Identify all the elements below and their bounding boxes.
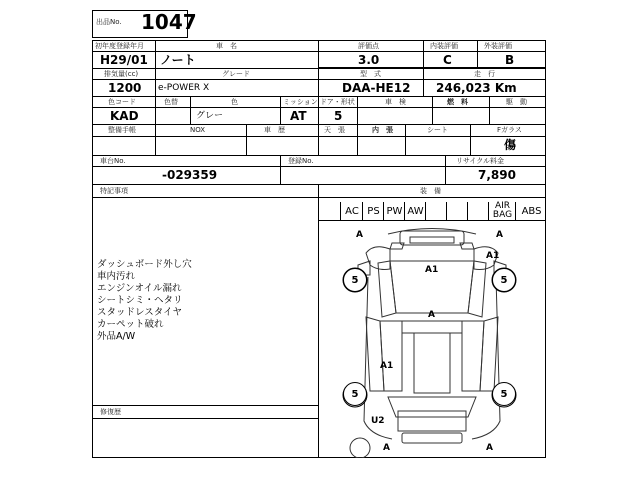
displacement-value: 1200	[108, 81, 142, 95]
mark-rear-bumper: U2	[371, 416, 385, 426]
equipment-cell-empty	[467, 202, 489, 220]
type-value: DAA-HE12	[342, 81, 411, 95]
first-reg-label: 初年度登録年月	[95, 42, 144, 50]
drive-label: 駆 動	[506, 98, 527, 106]
mark-rear-right: A	[486, 443, 493, 453]
displacement-label: 排気量(cc)	[104, 70, 139, 78]
equipment-airbag: AIR BAG	[488, 202, 516, 220]
color-code-label: 色コード	[108, 98, 136, 106]
vehicle-check-label: 車 検	[385, 98, 406, 106]
remark-item: カーペット破れ	[97, 319, 164, 330]
equipment-cell-empty	[318, 202, 339, 220]
tire-rear-right: 5	[492, 382, 516, 406]
remarks-label: 特記事項	[100, 187, 128, 195]
history-label: 車 歴	[264, 126, 285, 134]
lot-number: 1047	[141, 10, 197, 34]
glass-value: 傷	[504, 138, 517, 152]
first-reg-value: H29/01	[100, 53, 148, 67]
grade-label: グレード	[222, 70, 250, 78]
mark-front-left: A	[356, 230, 363, 240]
exterior-value: B	[505, 53, 515, 67]
equipment-pw: PW	[383, 202, 405, 220]
remark-item: 車内汚れ	[97, 271, 136, 282]
color-code-value: KAD	[110, 109, 139, 123]
interior-label: 内装評価	[430, 42, 458, 50]
equipment-aw: AW	[404, 202, 426, 220]
sunroof-label: 天 張	[324, 126, 345, 134]
glass-label: Fガラス	[497, 126, 522, 134]
mileage-label: 走 行	[474, 70, 495, 78]
equipment-ps: PS	[362, 202, 384, 220]
score-label: 評価点	[358, 42, 379, 50]
equipment-cell-empty	[446, 202, 468, 220]
mark-rear-left: A	[383, 443, 390, 453]
tire-rear-left: 5	[343, 382, 367, 406]
tire-front-left: 5	[343, 268, 367, 292]
score-value: 3.0	[358, 53, 380, 67]
mark-roof: A1	[425, 265, 439, 275]
car-diagram	[318, 221, 546, 458]
doors-value: 5	[334, 109, 343, 123]
transmission-value: AT	[290, 109, 307, 123]
interior-trim-label: 内 張	[372, 126, 393, 134]
exterior-label: 外装評価	[484, 42, 512, 50]
registration-label: 登録No.	[288, 157, 314, 165]
mark-front-right: A	[496, 230, 503, 240]
mark-hood: A	[428, 310, 435, 320]
mileage-value: 246,023 Km	[436, 81, 517, 95]
lot-label: 出品No.	[96, 18, 122, 26]
doors-label: ドア・形状	[320, 98, 355, 106]
recycle-value: 7,890	[478, 168, 516, 182]
color-label: 色	[231, 98, 238, 106]
remark-item: ダッシュボード外し穴	[97, 259, 192, 270]
fuel-label: 燃 料	[447, 98, 468, 106]
model-name-label: 車 名	[216, 42, 237, 50]
transmission-label: ミッション	[283, 98, 318, 106]
seat-label: シート	[427, 126, 448, 134]
type-label: 型 式	[360, 70, 381, 78]
tire-front-right: 5	[492, 268, 516, 292]
remark-item: エンジンオイル漏れ	[97, 283, 182, 294]
recycle-label: リサイクル料金	[456, 157, 505, 165]
chassis-value: -029359	[162, 168, 218, 182]
remark-item: 外品A/W	[97, 331, 136, 342]
mark-rear-door: A1	[380, 361, 394, 371]
equipment-abs: ABS	[515, 202, 547, 220]
remark-item: シートシミ・ヘタリ	[97, 295, 183, 306]
remark-item: スタッドレスタイヤ	[97, 307, 183, 318]
chassis-label: 車台No.	[100, 157, 126, 165]
repair-label: 修復歴	[100, 408, 121, 416]
nox-label: NOX	[190, 126, 206, 134]
equipment-cell-empty	[425, 202, 447, 220]
mark-fender-right: A1	[486, 251, 500, 261]
maintenance-label: 整備手帳	[108, 126, 136, 134]
interior-value: C	[443, 53, 452, 67]
equipment-label: 装 備	[420, 187, 441, 195]
color-tone-label: 色替	[164, 98, 178, 106]
equipment-ac: AC	[340, 202, 363, 220]
color-value: グレー	[196, 111, 224, 121]
grade-value: e-POWER X	[158, 83, 210, 93]
model-name-value: ノート	[160, 53, 196, 67]
